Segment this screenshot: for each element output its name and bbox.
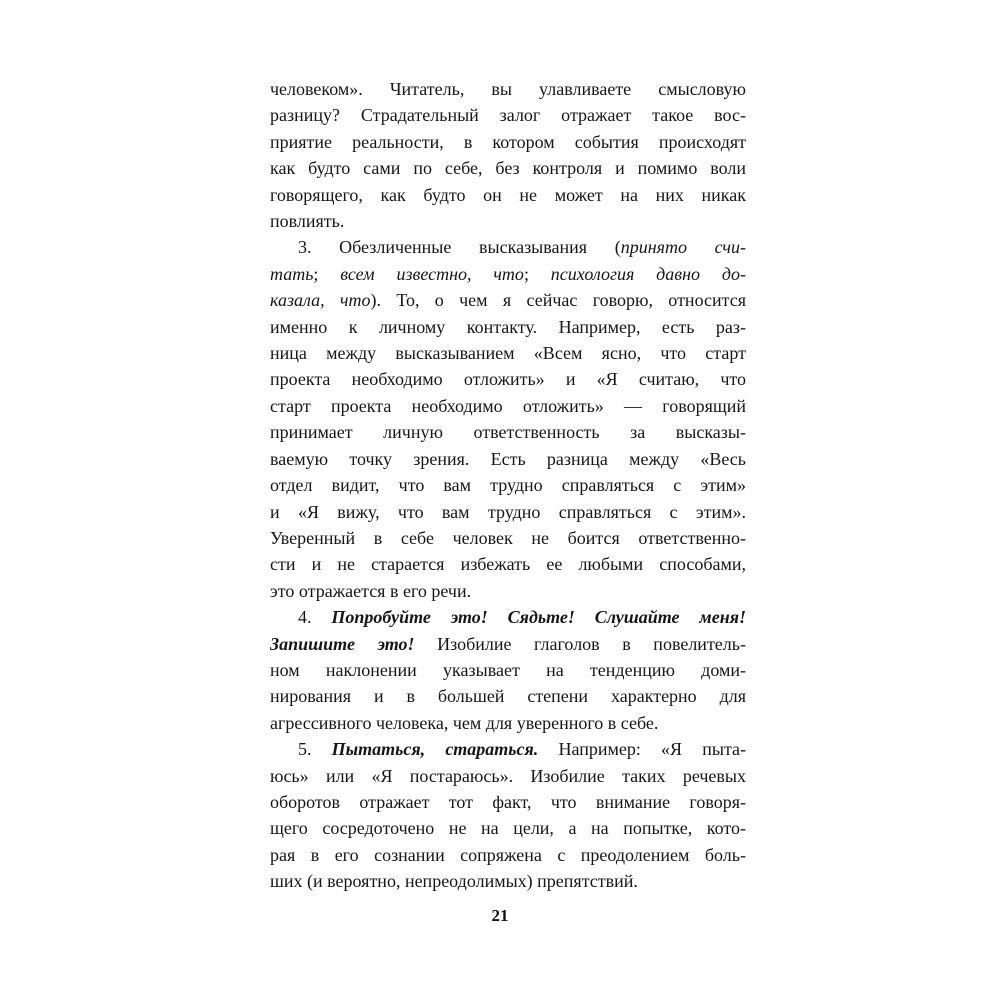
- text-line: [270, 578, 746, 604]
- text-run: говорящего, как будто он не может на них никак: [270, 184, 746, 205]
- text-run: рая в его сознании сопряжена с преодолением боль-: [270, 844, 746, 865]
- text-line: [270, 789, 746, 815]
- text-run: Изобилие глаголов в повелитель-: [414, 633, 746, 654]
- bold-italic-text: Пытаться, стараться.: [331, 739, 539, 760]
- text-run: именно к личному контакту. Например, есть раз-: [270, 316, 746, 337]
- text-line: [270, 419, 746, 445]
- text-line: [270, 261, 746, 287]
- italic-text: всем известно, что: [340, 263, 524, 284]
- text-line: [270, 499, 746, 525]
- text-run: юсь» или «Я постараюсь». Изобилие таких речевых: [270, 765, 746, 786]
- text-run: человеком». Читатель, вы улавливаете смысловую: [270, 79, 746, 99]
- text-run: 3. Обезличенные высказывания (: [298, 237, 621, 258]
- text-line: [270, 657, 746, 683]
- text-run: сти и не старается избежать ее любыми способами,: [270, 554, 746, 575]
- text-block: [270, 76, 746, 895]
- text-run: ;: [523, 263, 551, 284]
- text-run: как будто сами по себе, без контроля и помимо воли: [270, 158, 746, 179]
- text-line: [270, 208, 746, 234]
- text-line: [270, 736, 746, 762]
- text-line: [270, 155, 746, 181]
- text-line: [270, 366, 746, 392]
- text-run: ном наклонении указывает на тенденцию доми-: [270, 659, 746, 680]
- text-run: ших (и вероятно, непреодолимых) препятствий.: [270, 871, 638, 892]
- text-run: ница между высказыванием «Всем ясно, что старт: [270, 343, 746, 364]
- text-line: [270, 446, 746, 472]
- text-line: [270, 182, 746, 208]
- text-line: [270, 287, 746, 313]
- text-run: щего сосредоточено не на цели, а на попытке, кото-: [270, 818, 746, 839]
- italic-text: тать: [270, 263, 314, 284]
- text-run: 4.: [298, 607, 332, 628]
- text-run: ваемую точку зрения. Есть разница между «Весь: [270, 448, 746, 469]
- text-line: [270, 631, 746, 657]
- text-run: 5.: [298, 739, 332, 760]
- text-run: Уверенный в себе человек не боится ответственно-: [270, 527, 746, 548]
- text-run: нирования и в большей степени характерно для: [270, 686, 746, 707]
- text-line: [270, 129, 746, 155]
- text-run: приятие реальности, в котором события происходят: [270, 131, 746, 152]
- text-line: [270, 815, 746, 841]
- text-line: [270, 76, 746, 102]
- bold-italic-text: Попробуйте это! Сядьте! Слушайте меня!: [331, 607, 746, 628]
- text-line: [270, 102, 746, 128]
- text-run: разницу? Страдательный залог отражает такое вос-: [270, 105, 746, 126]
- italic-text: казала, что: [270, 290, 371, 311]
- italic-text: принято счи-: [620, 237, 746, 258]
- text-run: агрессивного человека, чем для уверенного в себе.: [270, 712, 659, 733]
- bold-italic-text: Запишите это!: [270, 633, 415, 654]
- text-line: [270, 551, 746, 577]
- text-run: проекта необходимо отложить» и «Я считаю, что: [270, 369, 746, 390]
- text-line: [270, 842, 746, 868]
- text-line: [270, 314, 746, 340]
- italic-text: психология давно до-: [550, 263, 746, 284]
- text-run: ;: [313, 263, 341, 284]
- text-run: старт проекта необходимо отложить» — говорящий: [270, 395, 746, 416]
- page-number: 21: [491, 906, 509, 925]
- text-line: [270, 234, 746, 260]
- text-line: [270, 525, 746, 551]
- text-line: [270, 472, 746, 498]
- text-run: ). То, о чем я сейчас говорю, относится: [370, 290, 746, 311]
- text-line: [270, 604, 746, 630]
- text-run: отдел видит, что вам трудно справляться с этим»: [270, 475, 746, 496]
- text-line: [270, 393, 746, 419]
- text-run: это отражается в его речи.: [270, 580, 472, 601]
- text-run: и «Я вижу, что вам трудно справляться с этим».: [270, 501, 746, 522]
- text-line: [270, 763, 746, 789]
- text-line: [270, 340, 746, 366]
- text-line: [270, 710, 746, 736]
- text-run: повлиять.: [270, 211, 345, 232]
- text-run: оборотов отражает тот факт, что внимание говоря-: [270, 791, 746, 812]
- text-line: [270, 868, 746, 894]
- text-run: Например: «Я пыта-: [538, 739, 747, 760]
- text-run: принимает личную ответственность за высказы-: [270, 422, 746, 443]
- text-line: [270, 683, 746, 709]
